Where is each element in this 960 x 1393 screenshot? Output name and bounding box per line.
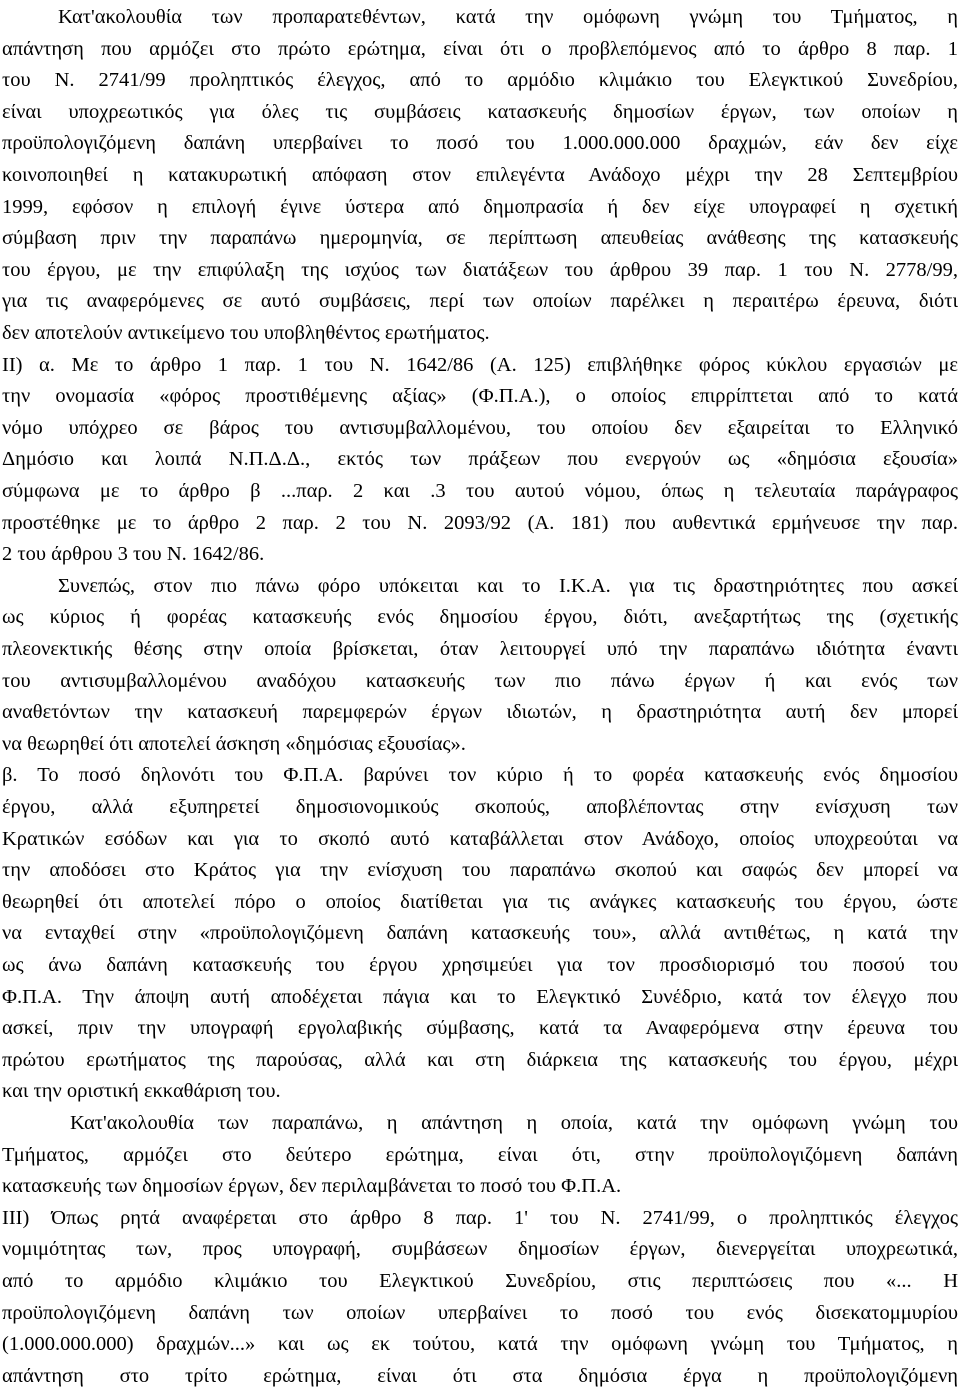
text-line: ΙΙΙ) Όπως ρητά αναφέρεται στο άρθρο 8 παρ. 1' του Ν. 2741/99, ο προληπτικός έλεγχος [2,1206,958,1229]
text-line: έργου, αλλά εξυπηρετεί δημοσιονομικούς σκοπούς, αποβλέποντας στην ενίσχυση των [2,796,958,818]
text-line: ως κύριος ή φορέας κατασκευής ενός δημοσίου έργου, διότι, ανεξαρτήτως της (σχετικής [2,606,958,629]
text-line: από το αρμόδιο κλιμάκιο του Ελεγκτικού Συνεδρίου, στις περιπτώσεις που «... Η [2,1270,958,1292]
text-line: προϋπολογιζόμενη δαπάνη υπερβαίνει το ποσό του 1.000.000.000 δραχμών, εάν δεν είχε [2,132,958,155]
text-line: του αντισυμβαλλομένου αναδόχου κατασκευής των πιο πάνω έργων ή και ενός των [2,669,958,692]
text-line: Τμήματος, αρμόζει στο δεύτερο ερώτημα, είναι ότι, στην προϋπολογιζόμενη δαπάνη [2,1143,958,1166]
text-line: είναι υποχρεωτικός για όλες τις συμβάσεις κατασκευής δημοσίων έργων, των οποίων η [2,100,958,123]
text-line: απάντηση στο τρίτο ερώτημα, είναι ότι στα δημόσια έργα η προϋπολογιζόμενη [2,1364,958,1387]
text-line: να θεωρηθεί ότι αποτελεί άσκηση «δημόσιας εξουσίας». [2,732,466,755]
text-line: σύμφωνα με το άρθρο β ...παρ. 2 και .3 του αυτού νόμου, όπως η τελευταία παράγραφος [2,480,958,502]
text-line: θεωρηθεί ότι αποτελεί πόρο ο οποίος διατίθεται για τις ανάγκες κατασκευής του έργου, ώστε [2,890,958,913]
text-line: Κατ'ακολουθία των προπαρατεθέντων, κατά την ομόφωνη γνώμη του Τμήματος, η [58,6,958,28]
text-line: ασκεί, πριν την υπογραφή εργολαβικής σύμβασης, κατά τα Αναφερόμενα στην έρευνα του [2,1017,958,1040]
text-line: Φ.Π.Α. Την άποψη αυτή αποδέχεται πάγια και το Ελεγκτικό Συνέδριο, κατά τον έλεγχο που [2,985,958,1008]
text-line: Κρατικών εσόδων και για το σκοπό αυτό καταβάλλεται στον Ανάδοχο, οποίος υποχρεούται να [2,827,958,850]
text-line: δεν αποτελούν αντικείμενο του υποβληθέντος ερωτήματος. [2,322,490,344]
text-line: και την οριστική εκκαθάριση του. [2,1080,281,1103]
text-line: προϋπολογιζόμενη δαπάνη των οποίων υπερβαίνει το ποσό του ενός δισεκατομμυρίου [2,1301,958,1324]
text-line: 2 του άρθρου 3 του Ν. 1642/86. [2,543,265,566]
text-line: κοινοποιηθεί η κατακυρωτική απόφαση στον επιλεγέντα Ανάδοχο μέχρι την 28 Σεπτεμβρίου [2,164,958,186]
text-line: ΙΙ) α. Με το άρθρο 1 παρ. 1 του Ν. 1642/86 (Α. 125) επιβλήθηκε φόρος κύκλου εργασιών με [2,353,958,376]
text-line: του Ν. 2741/99 προληπτικός έλεγχος, από το αρμόδιο κλιμάκιο του Ελεγκτικού Συνεδρίου, [2,69,958,92]
text-line: νόμο υπόχρεο σε βάρος του αντισυμβαλλομένου, του οποίου δεν εξαιρείται το Ελληνικό [2,416,958,439]
text-line: κατασκευής των δημοσίων έργων, δεν περιλαμβάνεται το ποσό του Φ.Π.Α. [2,1175,622,1198]
text-line: Κατ'ακολουθία των παραπάνω, η απάντηση η οποία, κατά την ομόφωνη γνώμη του [70,1112,958,1134]
text-line: απάντηση που αρμόζει στο πρώτο ερώτημα, είναι ότι ο προβλεπόμενος από το άρθρο 8 παρ. 1 [2,37,958,60]
text-line: β. Το ποσό δηλονότι του Φ.Π.Α. βαρύνει τον κύριο ή το φορέα κατασκευής ενός δημοσίου [2,764,958,787]
text-line: (1.000.000.000) δραχμών...» και ως εκ τούτου, κατά την ομόφωνη γνώμη του Τμήματος, η [2,1333,958,1356]
text-line: την αποδόσει στο Κράτος για την ενίσχυση του παραπάνω σκοπού και σαφώς δεν μπορεί να [2,859,958,882]
text-line: προστέθηκε με το άρθρο 2 παρ. 2 του Ν. 2093/92 (Α. 181) που αυθεντικά ερμήνευσε την παρ. [2,511,958,534]
text-line: να ενταχθεί στην «προϋπολογιζόμενη δαπάνη κατασκευής του», αλλά αντιθέτως, η κατά την [2,922,958,945]
text-line: 1999, εφόσον η επιλογή έγινε ύστερα από δημοπρασία ή δεν είχε υπογραφεί η σχετική [2,195,958,218]
text-line: νομιμότητας των, προς υπογραφή, συμβάσεων δημοσίων έργων, διενεργείται υποχρεωτικά, [2,1238,958,1261]
text-line: Συνεπώς, στον πιο πάνω φόρο υπόκειται και το Ι.Κ.Α. για τις δραστηριότητες που ασκεί [58,574,958,597]
text-line: πλεονεκτικής θέσης στην οποία βρίσκεται, όταν λειτουργεί υπό την παραπάνω ιδιότητα έναντι [2,638,958,660]
text-line: Δημόσιο και λοιπά Ν.Π.Δ.Δ., εκτός των πράξεων που ενεργούν ως «δημόσια εξουσία» [2,448,958,471]
text-line: πρώτου ερωτήματος της παρούσας, αλλά και στη διάρκεια της κατασκευής του έργου, μέχρι [2,1048,958,1071]
text-line: αναθετόντων την κατασκευή παρεμφερών έργων ιδιωτών, η δραστηριότητα αυτή δεν μπορεί [2,701,958,724]
text-line: του έργου, με την επιφύλαξη της ισχύος των διατάξεων του άρθρου 39 παρ. 1 του Ν. 2778/99, [2,258,958,281]
text-line: την ονομασία «φόρος προστιθέμενης αξίας» (Φ.Π.Α.), ο οποίος επιρρίπτεται από το κατά [2,385,958,408]
text-line: ως άνω δαπάνη κατασκευής του έργου χρησιμεύει για τον προσδιορισμό του ποσού του [2,954,958,976]
text-line: σύμβαση πριν την παραπάνω ημερομηνία, σε περίπτωση απευθείας ανάθεσης της κατασκευής [2,227,958,250]
text-line: για τις αναφερόμενες σε αυτό συμβάσεις, περί των οποίων παρέλκει η περαιτέρω έρευνα, διότι [2,290,958,313]
